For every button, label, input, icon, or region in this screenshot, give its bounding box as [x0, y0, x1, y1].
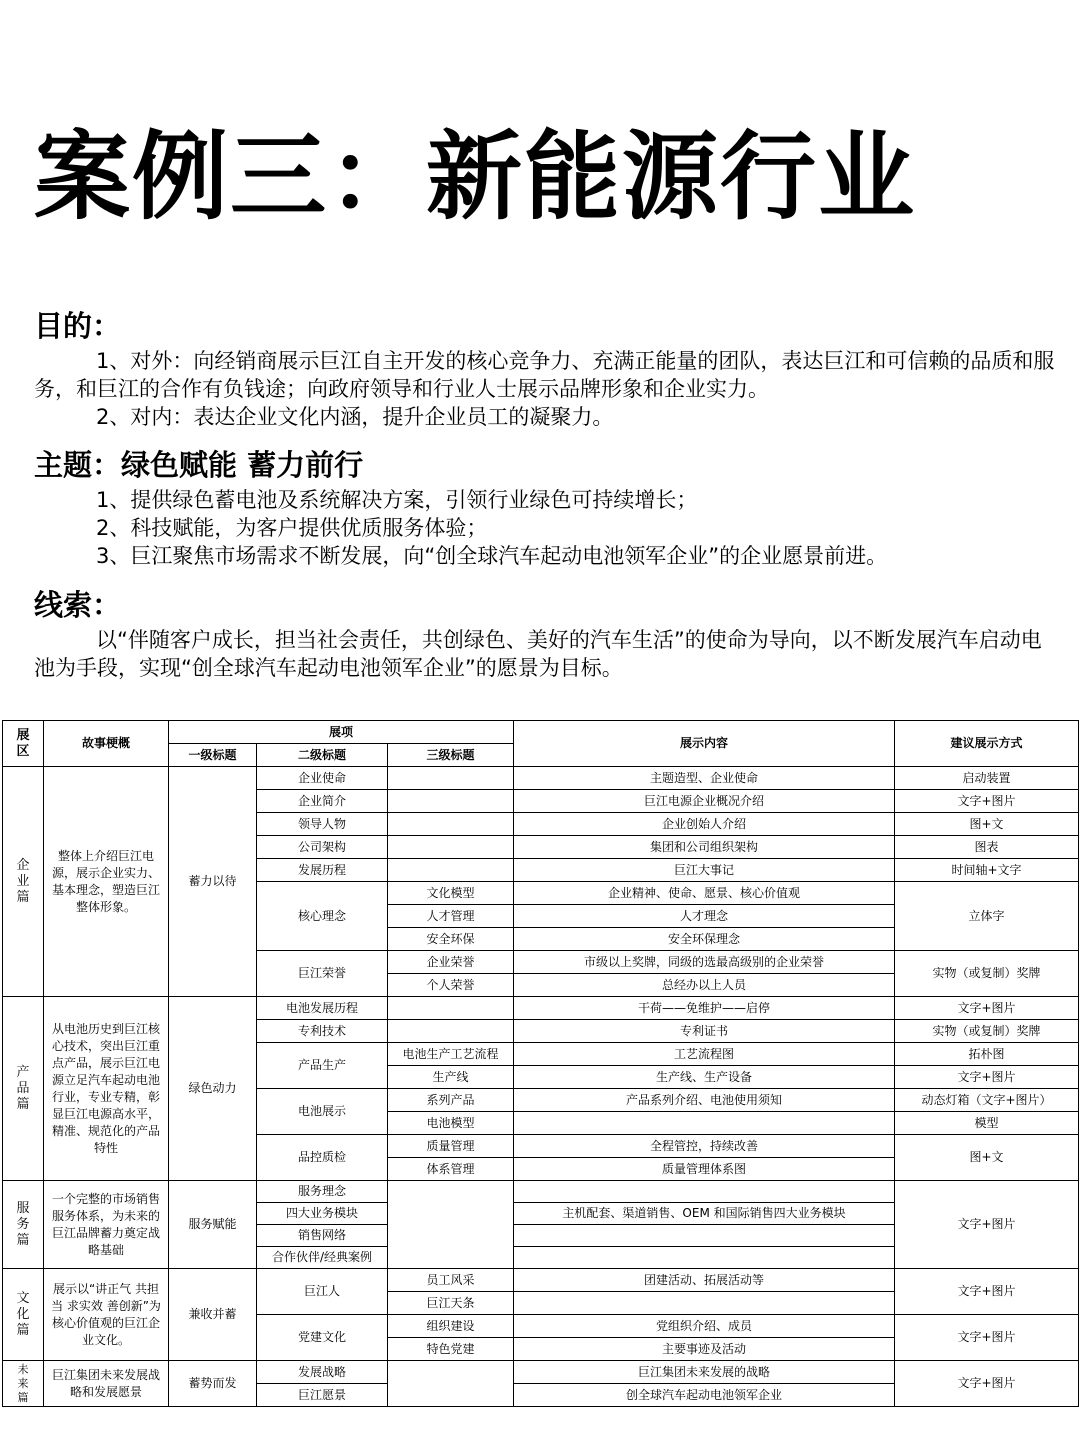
- purpose-section: [34, 305, 1058, 431]
- method-cell: 模型: [895, 1112, 1079, 1135]
- level1-service: 服务赋能: [169, 1181, 257, 1269]
- content-cell: 专利证书: [514, 1020, 895, 1043]
- method-cell: 文字+图片: [895, 790, 1079, 813]
- section-enterprise: 企业篇: [3, 767, 44, 997]
- level3-cell: 生产线: [388, 1066, 514, 1089]
- level2-cell: 销售网络: [257, 1225, 388, 1247]
- level2-cell: 核心理念: [257, 882, 388, 951]
- level3-cell: 个人荣誉: [388, 974, 514, 997]
- level1-future: 蓄势而发: [169, 1361, 257, 1407]
- header-level2: 二级标题: [257, 744, 388, 767]
- level3-cell: [388, 1361, 514, 1407]
- clue-section: [34, 584, 1058, 682]
- level2-cell: 党建文化: [257, 1315, 388, 1361]
- level3-cell: [388, 790, 514, 813]
- exhibition-plan-table: [2, 720, 1079, 1407]
- content-cell: [514, 1292, 895, 1315]
- level3-cell: 员工风采: [388, 1269, 514, 1292]
- method-cell: 时间轴+文字: [895, 859, 1079, 882]
- level3-cell: 组织建设: [388, 1315, 514, 1338]
- level2-cell: 专利技术: [257, 1020, 388, 1043]
- level3-cell: 企业荣誉: [388, 951, 514, 974]
- header-level1: 一级标题: [169, 744, 257, 767]
- content-cell: [514, 1247, 895, 1269]
- content-cell: 巨江电源企业概况介绍: [514, 790, 895, 813]
- method-cell: 图+文: [895, 1135, 1079, 1181]
- content-cell: 巨江集团未来发展的战略: [514, 1361, 895, 1384]
- level3-cell: [388, 1020, 514, 1043]
- content-cell: 主要事迹及活动: [514, 1338, 895, 1361]
- header-section: 展区: [3, 721, 44, 767]
- story-product: 从电池历史到巨江核心技术，突出巨江重点产品，展示巨江电源立足汽车起动电池行业，专业专精，彰显巨江电源高水平，精准、规范化的产品特性: [44, 997, 169, 1181]
- content-cell: 人才理念: [514, 905, 895, 928]
- section-future: 未来篇: [3, 1361, 44, 1407]
- level2-cell: 公司架构: [257, 836, 388, 859]
- level3-cell: [388, 813, 514, 836]
- level2-cell: 发展历程: [257, 859, 388, 882]
- content-cell: 工艺流程图: [514, 1043, 895, 1066]
- level2-cell: 四大业务模块: [257, 1203, 388, 1225]
- story-service: 一个完整的市场销售服务体系，为未来的巨江品牌蓄力奠定战略基础: [44, 1181, 169, 1269]
- section-culture: 文化篇: [3, 1269, 44, 1361]
- level2-cell: 巨江愿景: [257, 1384, 388, 1407]
- level2-cell: 企业简介: [257, 790, 388, 813]
- story-future: 巨江集团未来发展战略和发展愿景: [44, 1361, 169, 1407]
- content-cell: 主机配套、渠道销售、OEM 和国际销售四大业务模块: [514, 1203, 895, 1225]
- story-enterprise: 整体上介绍巨江电源，展示企业实力、基本理念，塑造巨江整体形象。: [44, 767, 169, 997]
- header-method: 建议展示方式: [895, 721, 1079, 767]
- content-cell: 党组织介绍、成员: [514, 1315, 895, 1338]
- content-cell: 干荷——免维护——启停: [514, 997, 895, 1020]
- level2-cell: 企业使命: [257, 767, 388, 790]
- clue-heading: 线索：: [34, 588, 122, 622]
- level2-cell: 巨江人: [257, 1269, 388, 1315]
- purpose-line-2: 2、对内：表达企业文化内涵，提升企业员工的凝聚力。: [96, 405, 614, 429]
- theme-line-2: 2、科技赋能，为客户提供优质服务体验；: [96, 516, 488, 540]
- header-level3: 三级标题: [388, 744, 514, 767]
- theme-heading: 主题：绿色赋能 蓄力前行: [34, 448, 364, 482]
- method-cell: 文字+图片: [895, 1181, 1079, 1269]
- table-row: [3, 767, 1079, 790]
- level3-cell: 特色党建: [388, 1338, 514, 1361]
- purpose-heading: 目的：: [34, 309, 122, 343]
- level1-culture: 兼收并蓄: [169, 1269, 257, 1361]
- level3-cell: [388, 1181, 514, 1269]
- table-row: [3, 1181, 1079, 1203]
- level3-cell: 系列产品: [388, 1089, 514, 1112]
- content-cell: 企业精神、使命、愿景、核心价值观: [514, 882, 895, 905]
- method-cell: 拓朴图: [895, 1043, 1079, 1066]
- content-cell: [514, 1181, 895, 1203]
- level3-cell: 电池模型: [388, 1112, 514, 1135]
- content-cell: 质量管理体系图: [514, 1158, 895, 1181]
- level2-cell: 产品生产: [257, 1043, 388, 1089]
- method-cell: 图表: [895, 836, 1079, 859]
- level3-cell: [388, 767, 514, 790]
- theme-line-1: 1、提供绿色蓄电池及系统解决方案，引领行业绿色可持续增长；: [96, 488, 698, 512]
- level1-product: 绿色动力: [169, 997, 257, 1181]
- level2-cell: 领导人物: [257, 813, 388, 836]
- method-cell: 文字+图片: [895, 997, 1079, 1020]
- header-story: 故事梗概: [44, 721, 169, 767]
- method-cell: 动态灯箱（文字+图片）: [895, 1089, 1079, 1112]
- content-cell: 市级以上奖牌，同级的选最高级别的企业荣誉: [514, 951, 895, 974]
- level3-cell: 巨江天条: [388, 1292, 514, 1315]
- content-cell: [514, 1225, 895, 1247]
- level3-cell: 安全环保: [388, 928, 514, 951]
- level3-cell: [388, 836, 514, 859]
- method-cell: 立体字: [895, 882, 1079, 951]
- method-cell: 文字+图片: [895, 1066, 1079, 1089]
- level3-cell: 质量管理: [388, 1135, 514, 1158]
- content-cell: 主题造型、企业使命: [514, 767, 895, 790]
- content-cell: 集团和公司组织架构: [514, 836, 895, 859]
- table-row: [3, 1269, 1079, 1292]
- method-cell: 图+文: [895, 813, 1079, 836]
- level2-cell: 服务理念: [257, 1181, 388, 1203]
- content-cell: 总经办以上人员: [514, 974, 895, 997]
- level2-cell: 电池展示: [257, 1089, 388, 1135]
- level3-cell: [388, 859, 514, 882]
- theme-section: [34, 444, 1058, 570]
- content-cell: 全程管控，持续改善: [514, 1135, 895, 1158]
- table-row: [3, 997, 1079, 1020]
- content-cell: [514, 1112, 895, 1135]
- content-cell: 团建活动、拓展活动等: [514, 1269, 895, 1292]
- level3-cell: [388, 997, 514, 1020]
- method-cell: 文字+图片: [895, 1269, 1079, 1315]
- theme-line-3: 3、巨江聚焦市场需求不断发展，向“创全球汽车起动电池领军企业”的企业愿景前进。: [96, 544, 888, 568]
- content-cell: 巨江大事记: [514, 859, 895, 882]
- table-row: [3, 1361, 1079, 1384]
- page-title: 案例三：新能源行业: [34, 121, 916, 233]
- method-cell: 文字+图片: [895, 1315, 1079, 1361]
- content-cell: 产品系列介绍、电池使用须知: [514, 1089, 895, 1112]
- section-product: 产品篇: [3, 997, 44, 1181]
- method-cell: 文字+图片: [895, 1361, 1079, 1407]
- level2-cell: 品控质检: [257, 1135, 388, 1181]
- table-header-row: [3, 721, 1079, 744]
- header-items: 展项: [169, 721, 514, 744]
- method-cell: 启动装置: [895, 767, 1079, 790]
- story-culture: 展示以“讲正气 共担当 求实效 善创新”为核心价值观的巨江企业文化。: [44, 1269, 169, 1361]
- level3-cell: 电池生产工艺流程: [388, 1043, 514, 1066]
- level1-enterprise: 蓄力以待: [169, 767, 257, 997]
- clue-text: 以“伴随客户成长，担当社会责任，共创绿色、美好的汽车生活”的使命为导向，以不断发展汽车启动电池为手段，实现“创全球汽车起动电池领军企业”的愿景为目标。: [34, 628, 1042, 680]
- method-cell: 实物（或复制）奖牌: [895, 1020, 1079, 1043]
- level2-cell: 巨江荣誉: [257, 951, 388, 997]
- level3-cell: 体系管理: [388, 1158, 514, 1181]
- purpose-line-1: 1、对外：向经销商展示巨江自主开发的核心竞争力、充满正能量的团队，表达巨江和可信赖的品质和服务，和巨江的合作有负钱途；向政府领导和行业人士展示品牌形象和企业实力。: [34, 349, 1055, 401]
- content-cell: 安全环保理念: [514, 928, 895, 951]
- section-service: 服务篇: [3, 1181, 44, 1269]
- level2-cell: 合作伙伴/经典案例: [257, 1247, 388, 1269]
- level2-cell: 发展战略: [257, 1361, 388, 1384]
- method-cell: 实物（或复制）奖牌: [895, 951, 1079, 997]
- level3-cell: 人才管理: [388, 905, 514, 928]
- content-cell: 企业创始人介绍: [514, 813, 895, 836]
- header-content: 展示内容: [514, 721, 895, 767]
- content-cell: 创全球汽车起动电池领军企业: [514, 1384, 895, 1407]
- level2-cell: 电池发展历程: [257, 997, 388, 1020]
- content-cell: 生产线、生产设备: [514, 1066, 895, 1089]
- level3-cell: 文化模型: [388, 882, 514, 905]
